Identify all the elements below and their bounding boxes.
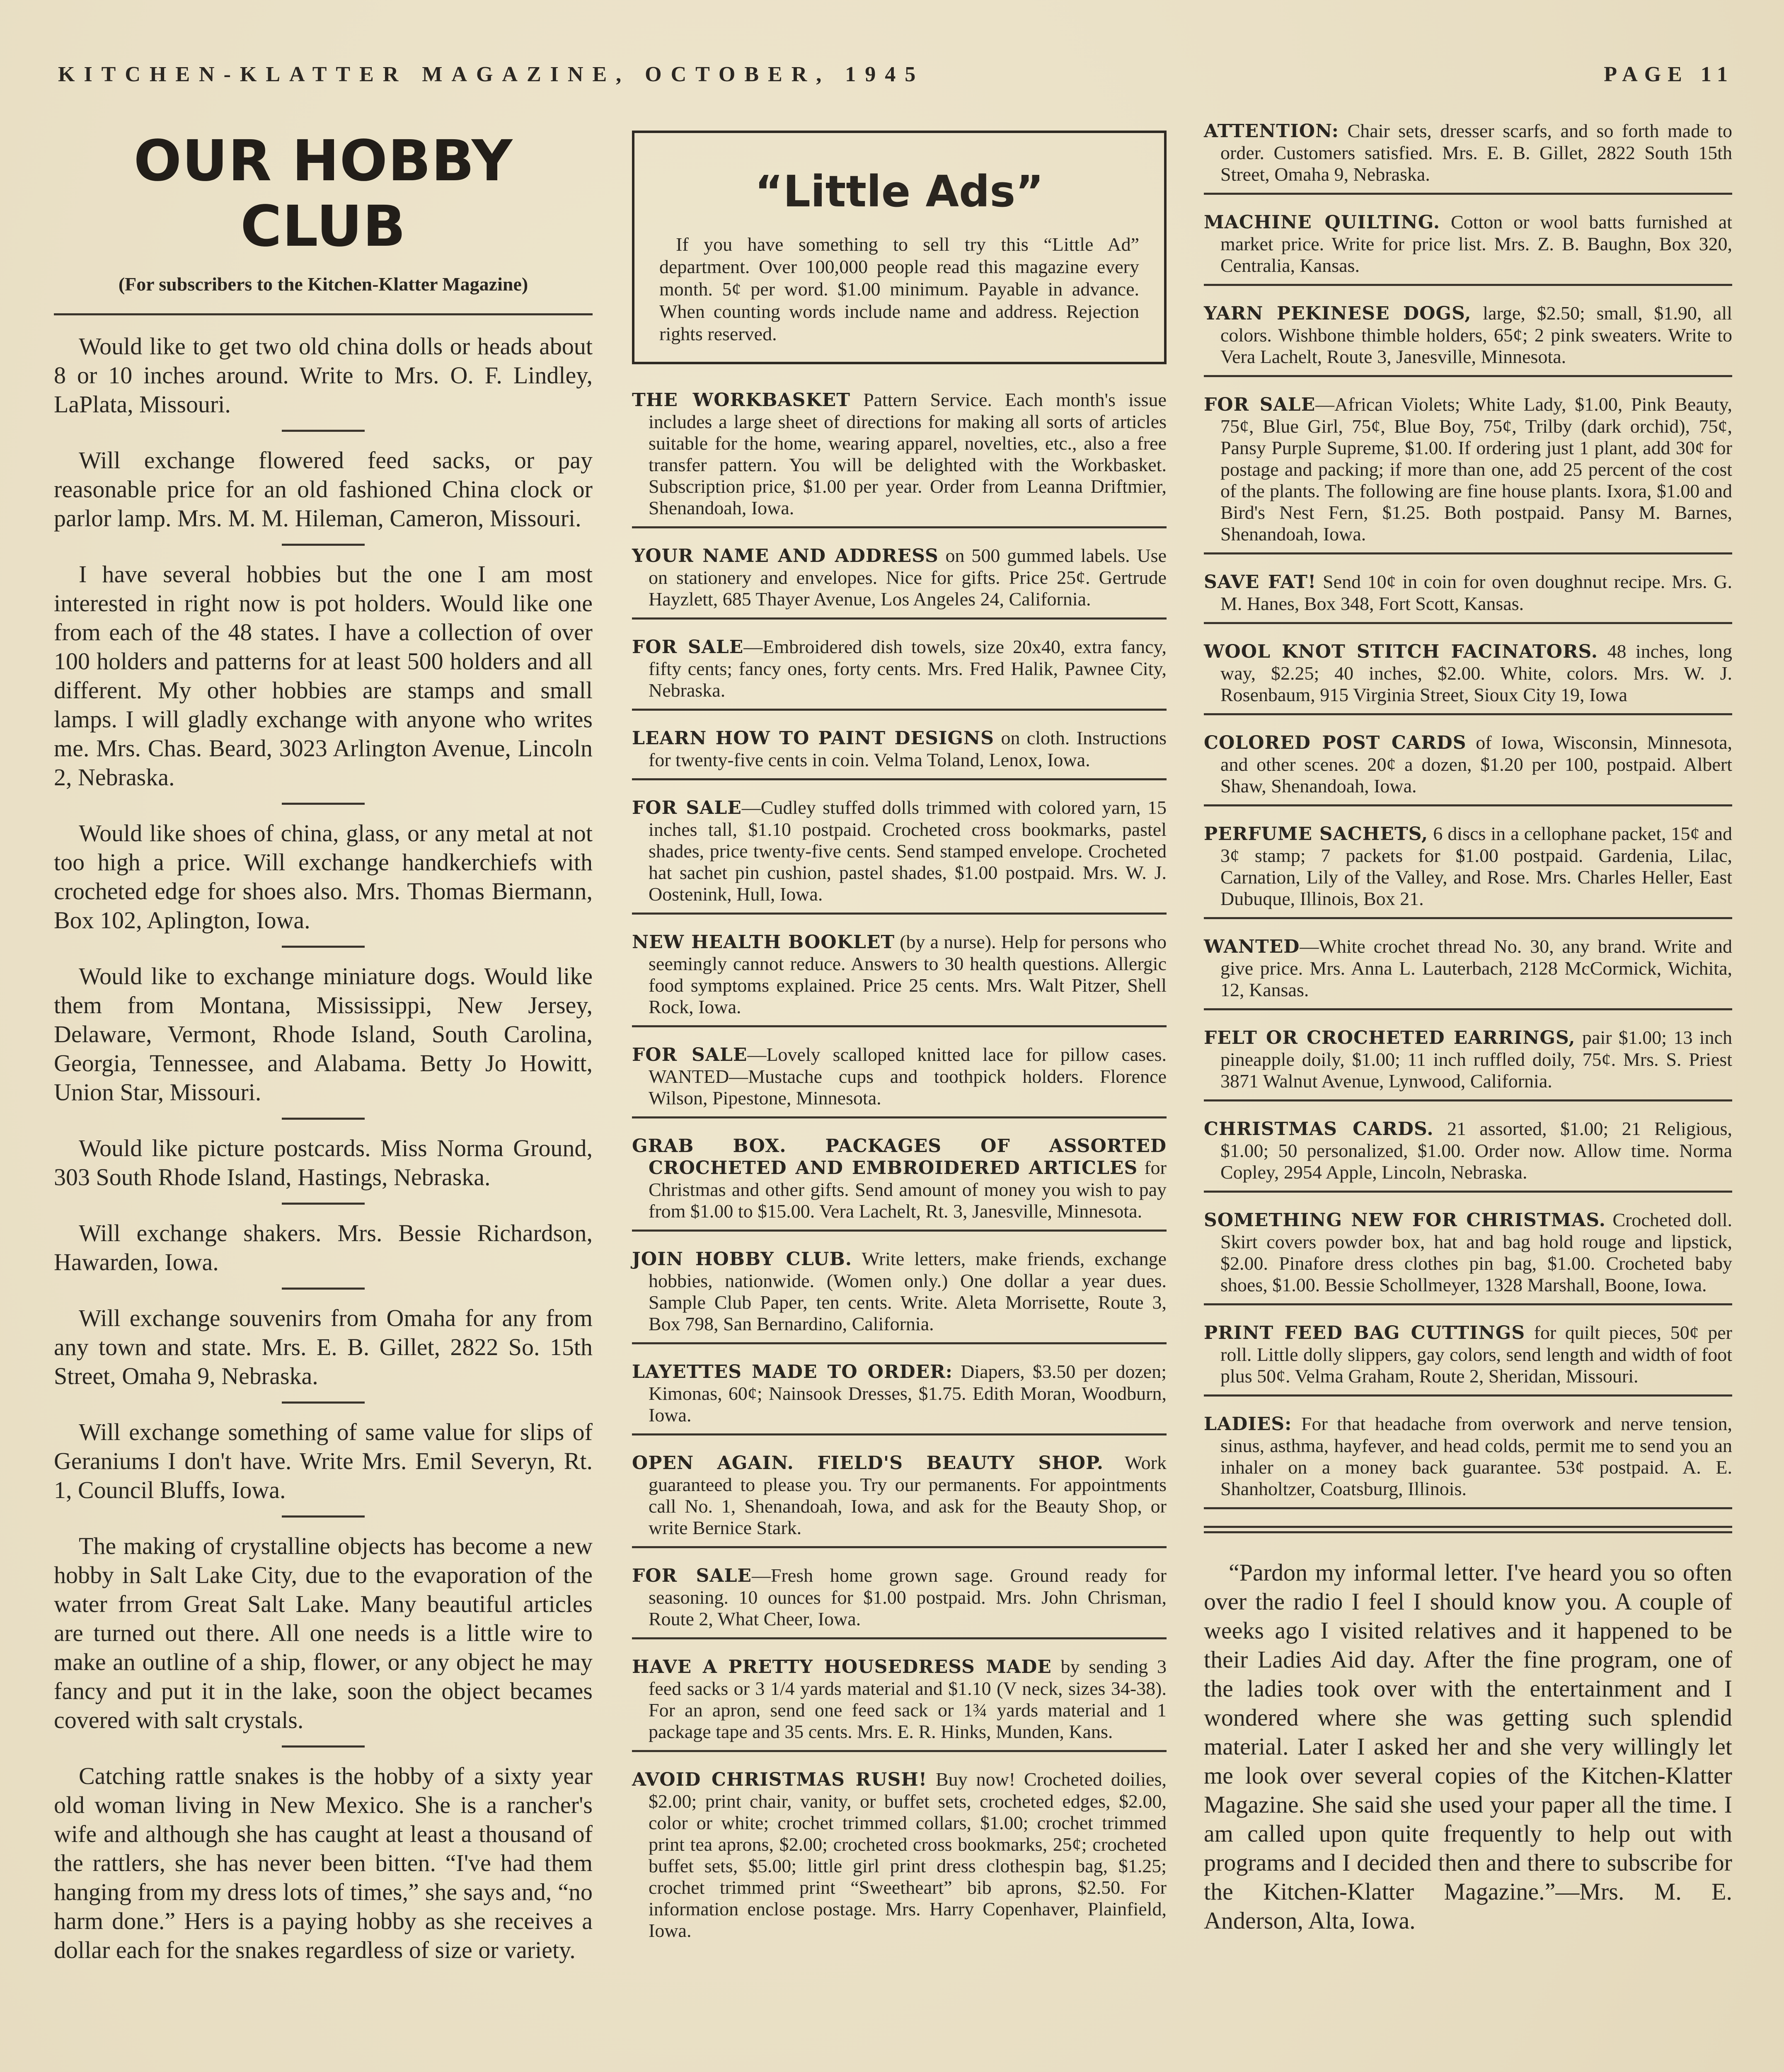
ad-heading: WANTED [1204,936,1300,957]
ad-body: Diapers, $3.50 per dozen; Kimonas, 60¢; Nainsook Dresses, $1.75. Edith Moran, Woodburn, Iowa. [649,1361,1167,1426]
divider [54,313,593,315]
ad-body: of Iowa, Wisconsin, Minnesota, and other scenes. 20¢ a dozen, $1.20 per 100, postpaid. Albert Shaw, Shenandoah, Iowa. [1220,732,1732,796]
ad-body: Pattern Service. Each month's issue includes a large sheet of directions for making all sorts of articles suitable for the home, wearing apparel, novelties, etc., also a free transfer pattern. You will be delighted with the Workbasket. Subscription price, $1.00 per year. Order from Leanna Driftmier, Shenandoah, Iowa. [649,389,1167,518]
ad-heading: NEW HEALTH BOOKLET [632,932,895,953]
reader-letter-text: “Pardon my informal letter. I've heard you so often over the radio I feel I should know you. A couple of weeks ago I visited relatives and it happened to be their Ladies Aid day. After the fine program, one of the ladies took over with the entertainment and I wondered where she was getting such splendid material. Later I asked her and she very willingly let me look over several copies of the Kitchen-Klatter Magazine. She said she used your paper all the time. I am called upon quite frequently to help out with programs and I decided then and there to subscribe for the Kitchen-Klatter Magazine.”—Mrs. M. E. Anderson, Alta, Iowa. [1204,1559,1732,1934]
hobby-club-column [54,124,593,1965]
ad-heading: ATTENTION: [1204,121,1339,142]
ad-heading: YARN PEKINESE DOGS, [1204,303,1472,324]
classified-ad [1204,303,1732,377]
ad-body: for Christmas and other gifts. Send amount of money you wish to pay from $1.00 to $15.00. Vera Lachelt, Rt. 3, Janesville, Minnesota. [649,1157,1167,1222]
ad-heading: FOR SALE [1204,394,1316,415]
ad-heading: YOUR NAME AND ADDRESS [632,545,939,566]
ad-heading: FOR SALE [632,797,742,818]
ad-body: (by a nurse). Help for persons who seemingly cannot reduce. Answers to 30 health questions. Allergic food symptoms explained. Price 25 cents. Mrs. Walt Pitzer, Shell Rock, Iowa. [649,931,1167,1017]
ads-list-col2 [632,389,1167,1949]
hobby-club-item: Would like to exchange miniature dogs. Would like them from Montana, Mississippi, New Jersey, Delaware, Vermont, Rhode Island, South Carolina, Georgia, Tennessee, and Alabama. Betty Jo Howitt, Union Star, Missouri. [54,963,593,1106]
short-divider [282,946,365,948]
classified-ad [1204,1322,1732,1397]
ad-heading: COLORED POST CARDS [1204,732,1467,753]
ad-heading: LADIES: [1204,1414,1292,1435]
classified-ad [632,1248,1167,1344]
classified-ad [632,545,1167,620]
ad-heading: GRAB BOX. PACKAGES OF ASSORTED CROCHETED AND EMBROIDERED ARTICLES [632,1135,1167,1179]
ad-heading: FOR SALE [632,1565,752,1586]
ad-body: —Fresh home grown sage. Ground ready for seasoning. 10 ounces for $1.00 postpaid. Mrs. John Chrisman, Route 2, What Cheer, Iowa. [649,1565,1167,1629]
ad-body: 48 inches, long way, $2.25; 40 inches, $2.00. White, colors. Mrs. W. J. Rosenbaum, 915 Virginia Street, Sioux City 19, Iowa [1220,641,1732,705]
ad-body: 6 discs in a cellophane packet, 15¢ and 3¢ stamp; 7 packets for $1.00 postpaid. Gardenia, Lilac, Carnation, Lily of the Valley, and Rose. Mrs. Charles Heller, East Dubuque, Illinois, Box 21. [1220,823,1733,909]
classified-ad [632,1361,1167,1435]
hobby-club-item: The making of crystalline objects has become a new hobby in Salt Lake City, due to the evaporation of the water frrom Great Salt Lake. Many beautiful articles are turned out there. All one needs is a little wire to make an outline of a ship, flower, or any object he may fancy and put it in the lake, soon the object becames covered with salt crystals. [54,1532,593,1733]
classified-ad [1204,394,1732,554]
classified-ad [632,1135,1167,1232]
page-header [58,62,1734,95]
little-ads-intro: If you have something to sell try this “Little Ad” department. Over 100,000 people read this magazine every month. 5¢ per word. $1.00 minimum. Payable in advance. When counting words include name and address. Rejection rights reserved. [659,234,1139,344]
ad-body: by sending 3 feed sacks or 3 1/4 yards material and $1.10 (V neck, sizes 34-38). For an apron, send one feed sack or 1¾ yards material and 1 package tape and 35 cents. Mrs. E. R. Hinks, Munden, Kans. [649,1656,1167,1742]
classified-ad [632,1565,1167,1639]
ad-body: Chair sets, dresser scarfs, and so forth made to order. Customers satisfied. Mrs. E. B. Gillet, 2822 South 15th Street, Omaha 9, Nebraska. [1220,120,1732,185]
classified-ad [1204,120,1732,195]
ad-heading: LEARN HOW TO PAINT DESIGNS [632,728,994,749]
classified-ad [1204,641,1732,715]
little-ads-column [632,124,1167,1965]
ad-heading: THE WORKBASKET [632,390,850,411]
ad-body: pair $1.00; 13 inch pineapple doily, $1.00; 11 inch ruffled doily, 75¢. Mrs. S. Priest 3871 Walnut Avenue, Lynwood, California. [1220,1027,1733,1092]
ad-heading: PERFUME SACHETS, [1204,823,1428,845]
classified-ad [632,389,1167,528]
classified-ad [1204,571,1732,624]
ad-heading: FOR SALE [632,1044,748,1065]
classified-ad [1204,1209,1732,1305]
ad-heading: SAVE FAT! [1204,571,1317,593]
ad-heading: JOIN HOBBY CLUB. [632,1249,852,1270]
short-divider [282,803,365,805]
classified-ad [632,797,1167,915]
header-page-number: PAGE 11 [1604,63,1734,86]
ad-body: —Lovely scalloped knitted lace for pillow cases. WANTED—Mustache cups and toothpick holders. Florence Wilson, Pipestone, Minnesota. [649,1044,1167,1109]
ad-heading: AVOID CHRISTMAS RUSH! [632,1769,927,1790]
short-divider [282,1745,365,1748]
ad-heading: OPEN AGAIN. FIELD'S BEAUTY SHOP. [632,1452,1104,1474]
ad-body: 21 assorted, $1.00; 21 Religious, $1.00; 50 personalized, $1.00. Order now. Allow time. Norma Copley, 2954 Apple, Lincoln, Nebraska. [1220,1118,1732,1183]
double-divider [1204,1526,1732,1533]
ad-heading: WOOL KNOT STITCH FACINATORS. [1204,641,1598,662]
ad-body: —Embroidered dish towels, size 20x40, extra fancy, fifty cents; fancy ones, forty cents. Mrs. Fred Halik, Pawnee City, Nebraska. [649,636,1167,701]
classified-ad [632,1044,1167,1118]
ad-body: Cotton or wool batts furnished at market price. Write for price list. Mrs. Z. B. Baughn, Box 320, Centralia, Kansas. [1220,211,1733,276]
ad-body: —White crochet thread No. 30, any brand. Write and give price. Mrs. Anna L. Lauterbach, 2128 McCormick, Wichita, 12, Kansas. [1220,936,1732,1000]
ad-body: —Cudley stuffed dolls trimmed with colored yarn, 15 inches tall, $1.10 postpaid. Crocheted cross bookmarks, pastel shades, price twenty-five cents. Send stamped envelope. Crocheted hat sachet pin cushion, pastel shades, $1.00 postpaid. Mrs. W. J. Oostenink, Hull, Iowa. [649,797,1167,905]
classified-ad [632,727,1167,780]
classified-ad [1204,1027,1732,1101]
little-ads-box [632,131,1167,364]
ad-body: Buy now! Crocheted doilies, $2.00; print chair, vanity, or buffet sets, crocheted edges, $2.00, color or white; crochet trimmed collars, $1.00; crochet trimmed print tea aprons, $2.00; crocheted cross bookmarks, 25¢; crocheted buffet sets, $5.00; little girl print dress clothespin bag, $1.25; crochet trimmed print “Sweetheart” bib aprons, $2.50. For information enclose postage. Mrs. Harry Copenhaver, Plainfield, Iowa. [649,1769,1167,1941]
classified-ad [1204,936,1732,1010]
classified-ad [1204,1413,1732,1509]
ad-body: Work guaranteed to please you. Try our permanents. For appointments call No. 1, Shenandoah, Iowa, and ask for the Beauty Shop, or write Bernice Stark. [649,1452,1167,1538]
ad-body: Write letters, make friends, exchange hobbies, nationwide. (Women only.) One dollar a year dues. Sample Club Paper, ten cents. Write. Aleta Morrisette, Route 3, Box 798, San Bernardino, California. [649,1248,1167,1334]
hobby-club-item: Will exchange shakers. Mrs. Bessie Richardson, Hawarden, Iowa. [54,1220,593,1276]
ad-heading: SOMETHING NEW FOR CHRISTMAS. [1204,1210,1606,1231]
classified-ad [632,1769,1167,1949]
ad-body: on cloth. Instructions for twenty-five cents in coin. Velma Toland, Lenox, Iowa. [649,727,1167,770]
short-divider [282,1515,365,1518]
classified-ad [632,636,1167,711]
classified-ad [632,1656,1167,1752]
ad-heading: FELT OR CROCHETED EARRINGS, [1204,1027,1576,1048]
ad-heading: LAYETTES MADE TO ORDER: [632,1361,953,1382]
little-ads-title: “Little Ads” [755,166,1044,217]
short-divider [282,1203,365,1205]
classified-ad [1204,732,1732,806]
header-masthead: KITCHEN-KLATTER MAGAZINE, OCTOBER, 1945 [58,63,925,86]
hobby-club-item: I have several hobbies but the one I am most interested in right now is pot holders. Would like one from each of the 48 states. I have a collection of over 100 holders and patterns for at least 500 holders and all different. My other hobbies are stamps and small lamps. I will gladly exchange with anyone who writes me. Mrs. Chas. Beard, 3023 Arlington Avenue, Lincoln 2, Nebraska. [54,561,593,791]
short-divider [282,1118,365,1120]
ad-body: Send 10¢ in coin for oven doughnut recipe. Mrs. G. M. Hanes, Box 348, Fort Scott, Kansas. [1220,571,1732,614]
hobby-club-title: OUR HOBBY CLUB [133,128,513,259]
ads-list-col3 [1204,120,1732,1509]
reader-letter [1204,1558,1732,1935]
hobby-club-list [54,332,593,1965]
short-divider [282,430,365,432]
hobby-club-item: Would like picture postcards. Miss Norma Ground, 303 South Rhode Island, Hastings, Nebraska. [54,1135,593,1191]
hobby-club-item: Will exchange souvenirs from Omaha for any from any town and state. Mrs. E. B. Gillet, 2822 So. 15th Street, Omaha 9, Nebraska. [54,1305,593,1389]
ad-heading: FOR SALE [632,637,744,658]
ad-body: for quilt pieces, 50¢ per roll. Little dolly slippers, gay colors, send length and width of foot plus 50¢. Velma Graham, Route 2, Sheridan, Missouri. [1220,1322,1732,1387]
ad-heading: CHRISTMAS CARDS. [1204,1118,1434,1140]
classified-ad [1204,211,1732,286]
classified-ad [632,931,1167,1027]
ad-heading: HAVE A PRETTY HOUSEDRESS MADE [632,1656,1052,1677]
ad-body: —African Violets; White Lady, $1.00, Pink Beauty, 75¢, Blue Girl, 75¢, Blue Boy, 75¢, Trilby (dark orchid), 75¢, Pansy Purple Supreme, $1.00. If ordering just 1 plant, add 30¢ for postage and packing; if more than one, add 25 percent of the cost of the plants. The following are fine house plants. Ixora, $1.00 and Bird's Nest Fern, $1.25. Both postpaid. Pansy M. Barnes, Shenandoah, Iowa. [1220,394,1732,545]
classified-ad [1204,823,1732,919]
ads-column-right [1204,120,1732,1935]
classified-ad [1204,1118,1732,1193]
hobby-club-item: Catching rattle snakes is the hobby of a sixty year old woman living in New Mexico. She is a rancher's wife and although she has caught at least a thousand of the rattlers, she has never been bitten. “I've had them hanging from my dress lots of times,” she says and, “no harm done.” Hers is a paying hobby as she receives a dollar each for the snakes regardless of size or variety. [54,1762,593,1963]
ad-body: on 500 gummed labels. Use on stationery and envelopes. Nice for gifts. Price 25¢. Gertrude Hayzlett, 685 Thayer Avenue, Los Angeles 24, California. [649,545,1167,610]
ad-body: For that headache from overwork and nerve tension, sinus, asthma, hayfever, and head colds, permit me to send you an inhaler on a money back guarantee. 53¢ postpaid. A. E. Shanholtzer, Coatsburg, Illinois. [1220,1413,1732,1499]
ad-body: large, $2.50; small, $1.90, all colors. Wishbone thimble holders, 65¢; 2 pink sweaters. Write to Vera Lachelt, Route 3, Janesville, Minnesota. [1220,303,1732,367]
hobby-club-subtitle: (For subscribers to the Kitchen-Klatter Magazine) [118,274,528,295]
hobby-club-item: Will exchange flowered feed sacks, or pay reasonable price for an old fashioned China clock or parlor lamp. Mrs. M. M. Hileman, Cameron, Missouri. [54,447,593,532]
short-divider [282,1402,365,1404]
hobby-club-item: Would like shoes of china, glass, or any metal at not too high a price. Will exchange handkerchiefs with crocheted edge for shoes also. Mrs. Thomas Biermann, Box 102, Aplington, Iowa. [54,820,593,934]
short-divider [282,544,365,546]
hobby-club-item: Would like to get two old china dolls or heads about 8 or 10 inches around. Write to Mrs. O. F. Lindley, LaPlata, Missouri. [54,333,593,418]
ad-heading: PRINT FEED BAG CUTTINGS [1204,1322,1525,1343]
ad-heading: MACHINE QUILTING. [1204,212,1440,233]
ad-body: Crocheted doll. Skirt covers powder box, hat and bag hold rouge and lipstick, $2.00. Pinafore dress clothes pin bag, $1.00. Crocheted baby shoes, $1.00. Bessie Schollmeyer, 1328 Marshall, Boone, Iowa. [1220,1209,1733,1295]
classified-ad [632,1452,1167,1548]
short-divider [282,1288,365,1290]
hobby-club-item: Will exchange something of same value for slips of Geraniums I don't have. Write Mrs. Emil Severyn, Rt. 1, Council Bluffs, Iowa. [54,1418,593,1503]
